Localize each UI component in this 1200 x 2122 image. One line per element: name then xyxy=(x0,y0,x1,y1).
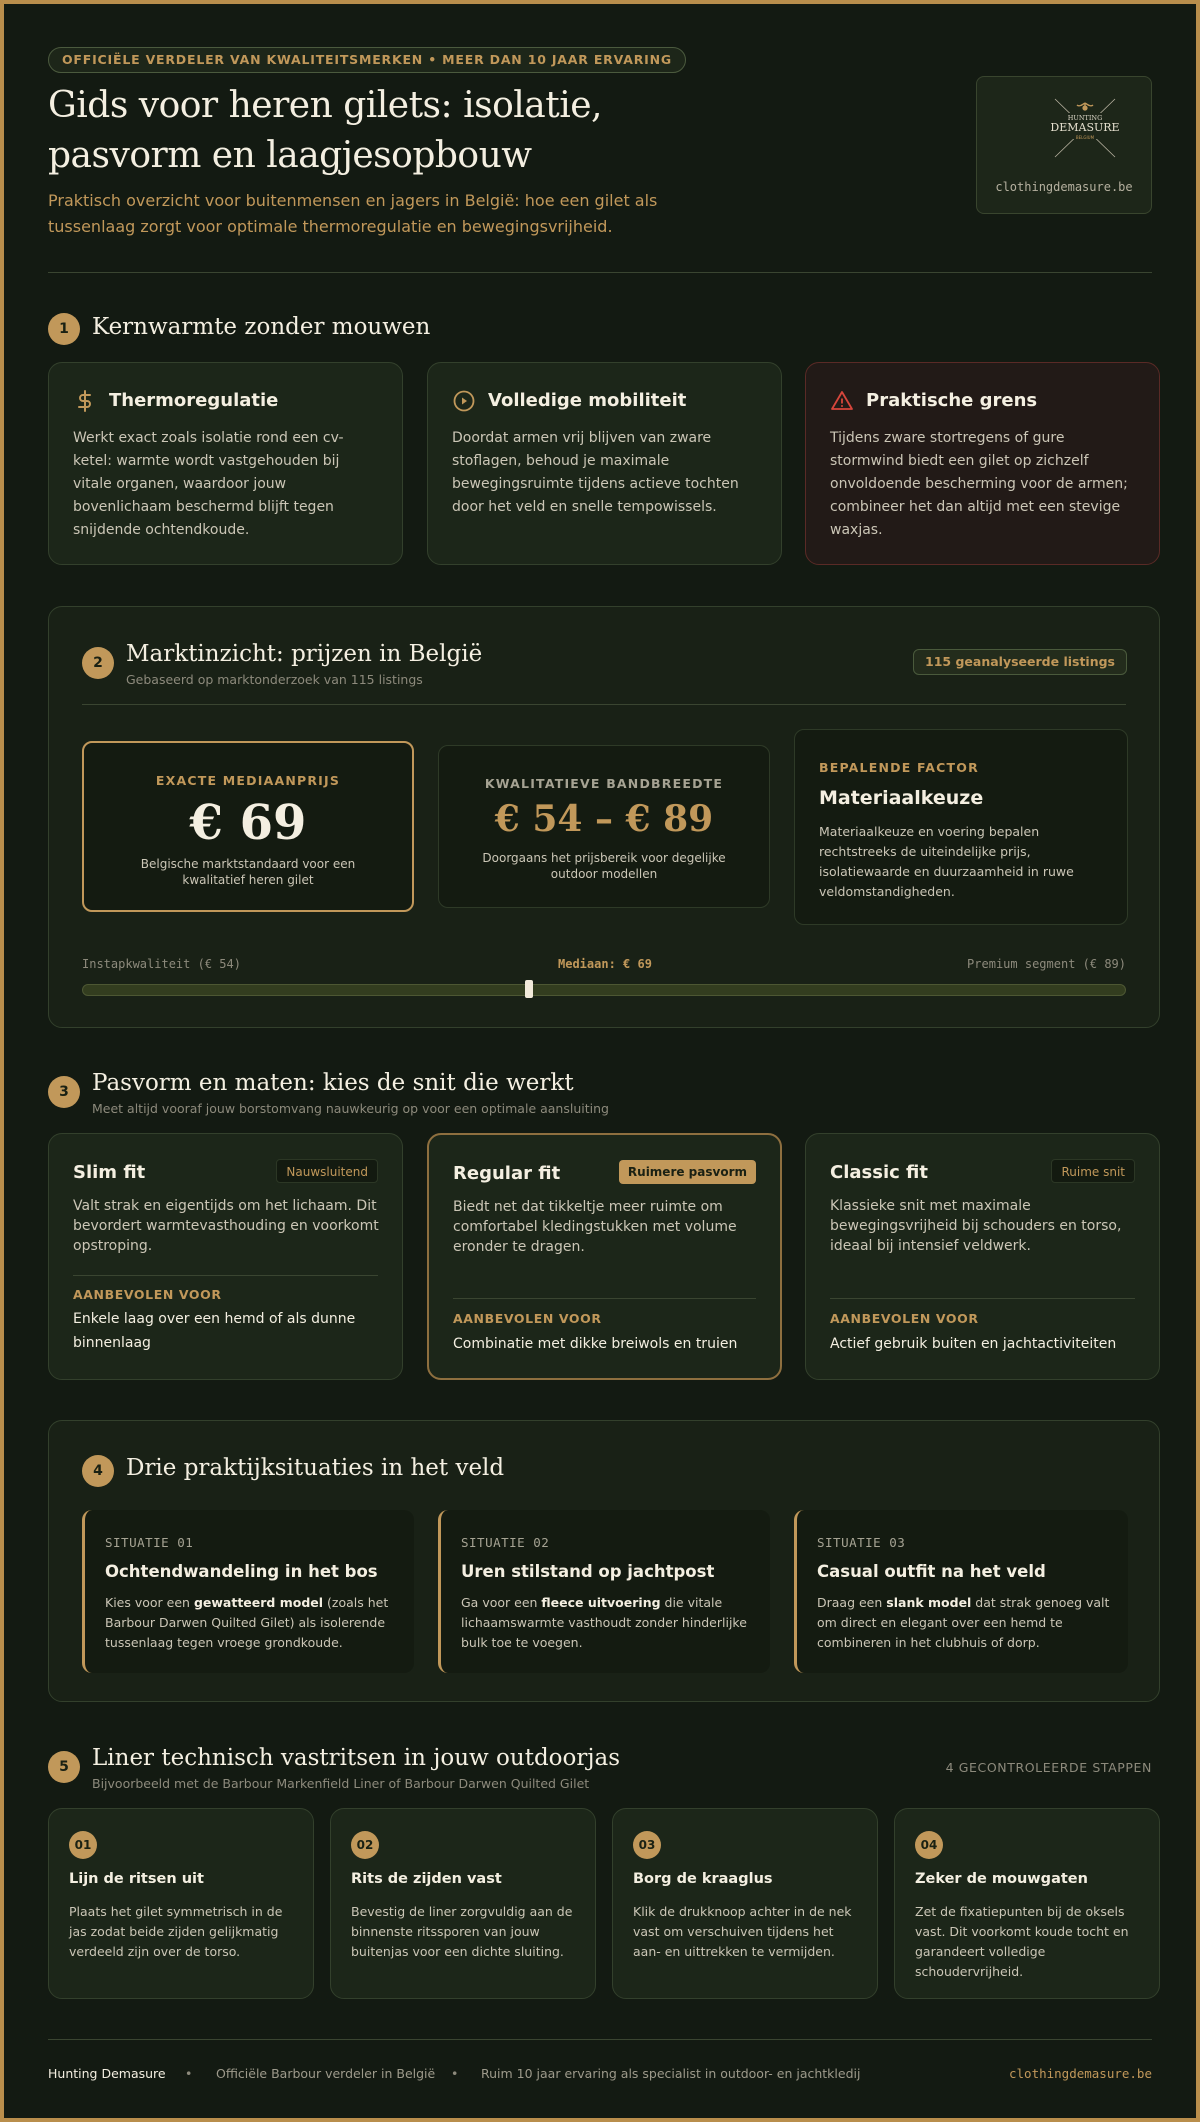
step-number: 01 xyxy=(69,1831,97,1859)
step-number: 02 xyxy=(351,1831,379,1859)
stat-note: Doorgaans het prijsbereik voor degelijke outdoor modellen xyxy=(482,851,726,881)
stat-label: EXACTE MEDIAANPRIJS xyxy=(155,773,341,788)
card-title: Praktische grens xyxy=(866,390,1038,411)
section-subtitle: Bijvoorbeeld met de Barbour Markenfield Liner of Barbour Darwen Quilted Gilet xyxy=(92,1776,590,1791)
scale-max-label: Premium segment (€ 89) xyxy=(967,957,1126,971)
situation-title: Ochtendwandeling in het bos xyxy=(105,1562,378,1581)
fit-divider xyxy=(73,1275,378,1276)
footer-divider xyxy=(48,2039,1152,2040)
fit-title: Classic fit xyxy=(830,1162,929,1183)
fit-title: Regular fit xyxy=(453,1163,561,1184)
price-scale-track xyxy=(82,984,1126,996)
info-card-limit xyxy=(805,362,1160,565)
svg-text:HUNTING: HUNTING xyxy=(1067,114,1103,122)
factor-label: BEPALENDE FACTOR xyxy=(819,760,979,775)
factor-body: Materiaalkeuze en voering bepalen rechtstreeks de uiteindelijke prijs, isolatiewaarde en duurzaamheid in ruwe veldomstandigheden. xyxy=(819,824,1074,899)
situation-title: Casual outfit na het veld xyxy=(817,1562,1046,1581)
fit-rec-label: AANBEVOLEN VOOR xyxy=(73,1287,222,1302)
situation-body: Ga voor een fleece uitvoering die vitale lichaamswarmte vasthoudt zonder hinderlijke bulk toe te voegen. xyxy=(461,1595,747,1650)
scale-min-label: Instapkwaliteit (€ 54) xyxy=(82,957,241,971)
step-title: Borg de kraaglus xyxy=(633,1871,773,1887)
situation-body: Draag een slank model dat strak genoeg valt om direct en elegant over een hemd te combineren in het clubhuis of dorp. xyxy=(817,1595,1110,1650)
step-card xyxy=(894,1808,1160,1999)
footer-domain-link[interactable]: clothingdemasure.be xyxy=(1009,2066,1152,2081)
section-title: Pasvorm en maten: kies de snit die werkt xyxy=(92,1070,574,1096)
card-title: Thermoregulatie xyxy=(109,390,279,411)
logo-card[interactable] xyxy=(976,76,1152,214)
factor-title: Materiaalkeuze xyxy=(819,787,984,809)
section-title: Kernwarmte zonder mouwen xyxy=(92,314,431,340)
section-subtitle: Meet altijd vooraf jouw borstomvang nauwkeurig op voor een optimale aansluiting xyxy=(92,1101,609,1116)
footer-brand: Hunting Demasure xyxy=(48,2066,166,2081)
fit-card-regular xyxy=(427,1133,782,1380)
fit-body: Klassieke snit met maximale bewegingsvrijheid bij schouders en torso, ideaal bij intensief veldwerk. xyxy=(830,1198,1122,1254)
step-title: Rits de zijden vast xyxy=(351,1871,502,1887)
svg-text:DEMASURE: DEMASURE xyxy=(1050,121,1120,134)
step-body: Bevestig de liner zorgvuldig aan de binnenste ritssporen van jouw buitenjas voor een dichte sluiting. xyxy=(351,1904,573,1959)
fit-rec-label: AANBEVOLEN VOOR xyxy=(453,1311,602,1326)
range-value: € 54 – € 89 xyxy=(494,798,714,840)
stat-label: KWALITATIEVE BANDBREEDTE xyxy=(484,776,724,791)
footer-separator: • xyxy=(451,2066,459,2081)
step-body: Zet de fixatiepunten bij de oksels vast. Dit voorkomt koude tocht en garandeert volledige schoudervrijheid. xyxy=(915,1904,1129,1979)
section-title: Marktinzicht: prijzen in België xyxy=(126,641,483,667)
info-card-thermoregulation xyxy=(48,362,403,565)
play-circle-icon xyxy=(452,389,476,413)
logo-domain: clothingdemasure.be xyxy=(995,180,1133,194)
fit-body: Biedt net dat tikkeltje meer ruimte om comfortabel kledingstukken met volume eronder te dragen. xyxy=(453,1199,737,1255)
factor-stat xyxy=(794,729,1128,925)
situation-label: SITUATIE 02 xyxy=(461,1535,550,1550)
fit-divider xyxy=(830,1298,1135,1299)
info-card-mobility xyxy=(427,362,782,565)
card-body: Doordat armen vrij blijven van zware stoflagen, behoud je maximale bewegingsruimte tijdens actieve tochten door het veld en snelle tempowissels. xyxy=(452,430,739,515)
header-divider xyxy=(48,272,1152,273)
median-value: € 69 xyxy=(189,795,307,851)
fit-body: Valt strak en eigentijds om het lichaam. Dit bevordert warmtevasthouding en voorkomt opstroping. xyxy=(73,1198,379,1254)
step-body: Plaats het gilet symmetrisch in de jas zodat beide zijden gelijkmatig verdeeld zijn over de torso. xyxy=(69,1904,283,1959)
footer-distributor: Officiële Barbour verdeler in België xyxy=(216,2066,436,2081)
card-title: Volledige mobiliteit xyxy=(488,390,687,411)
steps-count: 4 GECONTROLEERDE STAPPEN xyxy=(945,1760,1152,1775)
median-stat xyxy=(82,741,414,912)
fit-card-slim xyxy=(48,1133,403,1380)
situation-card xyxy=(82,1510,414,1673)
fit-divider xyxy=(453,1298,756,1299)
fit-rec: Combinatie met dikke breiwols en truien xyxy=(453,1336,738,1352)
stat-note: Belgische marktstandaard voor een kwalitatief heren gilet xyxy=(140,857,356,887)
fit-tag: Ruime snit xyxy=(1051,1159,1135,1183)
warning-icon xyxy=(830,389,854,413)
step-body: Klik de drukknoop achter in de nek vast om verschuiven tijdens het aan- en uittrekken te vermijden. xyxy=(633,1904,852,1959)
distributor-pill: OFFICIËLE VERDELER VAN KWALITEITSMERKEN • MEER DAN 10 JAAR ERVARING xyxy=(48,47,686,73)
fit-rec: Enkele laag over een hemd of als dunne binnenlaag xyxy=(73,1311,356,1351)
situation-card xyxy=(794,1510,1128,1673)
range-stat xyxy=(438,745,770,908)
svg-text:BELGIUM: BELGIUM xyxy=(1075,135,1095,140)
footer-separator: • xyxy=(185,2066,193,2081)
step-number: 03 xyxy=(633,1831,661,1859)
market-panel xyxy=(48,606,1160,1028)
fit-rec-label: AANBEVOLEN VOOR xyxy=(830,1311,979,1326)
section-number: 5 xyxy=(48,1751,80,1783)
card-body: Werkt exact zoals isolatie rond een cv-ketel: warmte wordt vastgehouden bij vitale organen, waardoor jouw bovenlichaam beschermd blijft tegen snijdende ochtendkoude. xyxy=(73,430,344,538)
step-card xyxy=(612,1808,878,1999)
section-number: 1 xyxy=(48,313,80,345)
listings-badge: 115 geanalyseerde listings xyxy=(913,649,1127,675)
situation-label: SITUATIE 01 xyxy=(105,1535,194,1550)
fit-title: Slim fit xyxy=(73,1162,146,1183)
scale-median-label: Mediaan: € 69 xyxy=(558,957,652,971)
fit-tag: Nauwsluitend xyxy=(276,1159,378,1183)
section-number: 2 xyxy=(82,647,114,679)
page-lede: Praktisch overzicht voor buitenmensen en jagers in België: hoe een gilet als tussenlaag zorgt voor optimale thermoregulatie en bewegingsvrijheid. xyxy=(48,191,658,236)
dollar-icon xyxy=(73,389,97,413)
page-title: Gids voor heren gilets: isolatie, pasvorm en laagjesopbouw xyxy=(48,85,602,176)
situation-body: Kies voor een gewatteerd model (zoals het Barbour Darwen Quilted Gilet) als isolerende tussenlaag tegen vroege grondkoude. xyxy=(105,1595,389,1650)
situations-panel xyxy=(48,1420,1160,1702)
step-card xyxy=(48,1808,314,1999)
section-subtitle: Gebaseerd op marktonderzoek van 115 listings xyxy=(126,672,423,687)
section-number: 4 xyxy=(82,1455,114,1487)
step-title: Zeker de mouwgaten xyxy=(915,1871,1088,1887)
step-number: 04 xyxy=(915,1831,943,1859)
fit-rec: Actief gebruik buiten en jachtactiviteiten xyxy=(830,1336,1117,1352)
card-body: Tijdens zware stortregens of gure stormwind biedt een gilet op zichzelf onvoldoende bescherming voor de armen; combineer het dan altijd met een stevige waxjas. xyxy=(830,430,1128,538)
median-marker xyxy=(525,980,533,998)
fit-card-classic xyxy=(805,1133,1160,1380)
situation-card xyxy=(438,1510,770,1673)
footer-experience: Ruim 10 jaar ervaring als specialist in outdoor- en jachtkledij xyxy=(481,2066,861,2081)
section-number: 3 xyxy=(48,1076,80,1108)
situation-label: SITUATIE 03 xyxy=(817,1535,906,1550)
step-card xyxy=(330,1808,596,1999)
panel-divider xyxy=(82,704,1126,705)
section-title: Drie praktijksituaties in het veld xyxy=(126,1455,505,1481)
section-title: Liner technisch vastritsen in jouw outdoorjas xyxy=(92,1745,621,1771)
situation-title: Uren stilstand op jachtpost xyxy=(461,1562,715,1581)
fit-tag: Ruimere pasvorm xyxy=(619,1160,756,1184)
step-title: Lijn de ritsen uit xyxy=(69,1871,204,1887)
brand-logo xyxy=(1043,95,1127,159)
